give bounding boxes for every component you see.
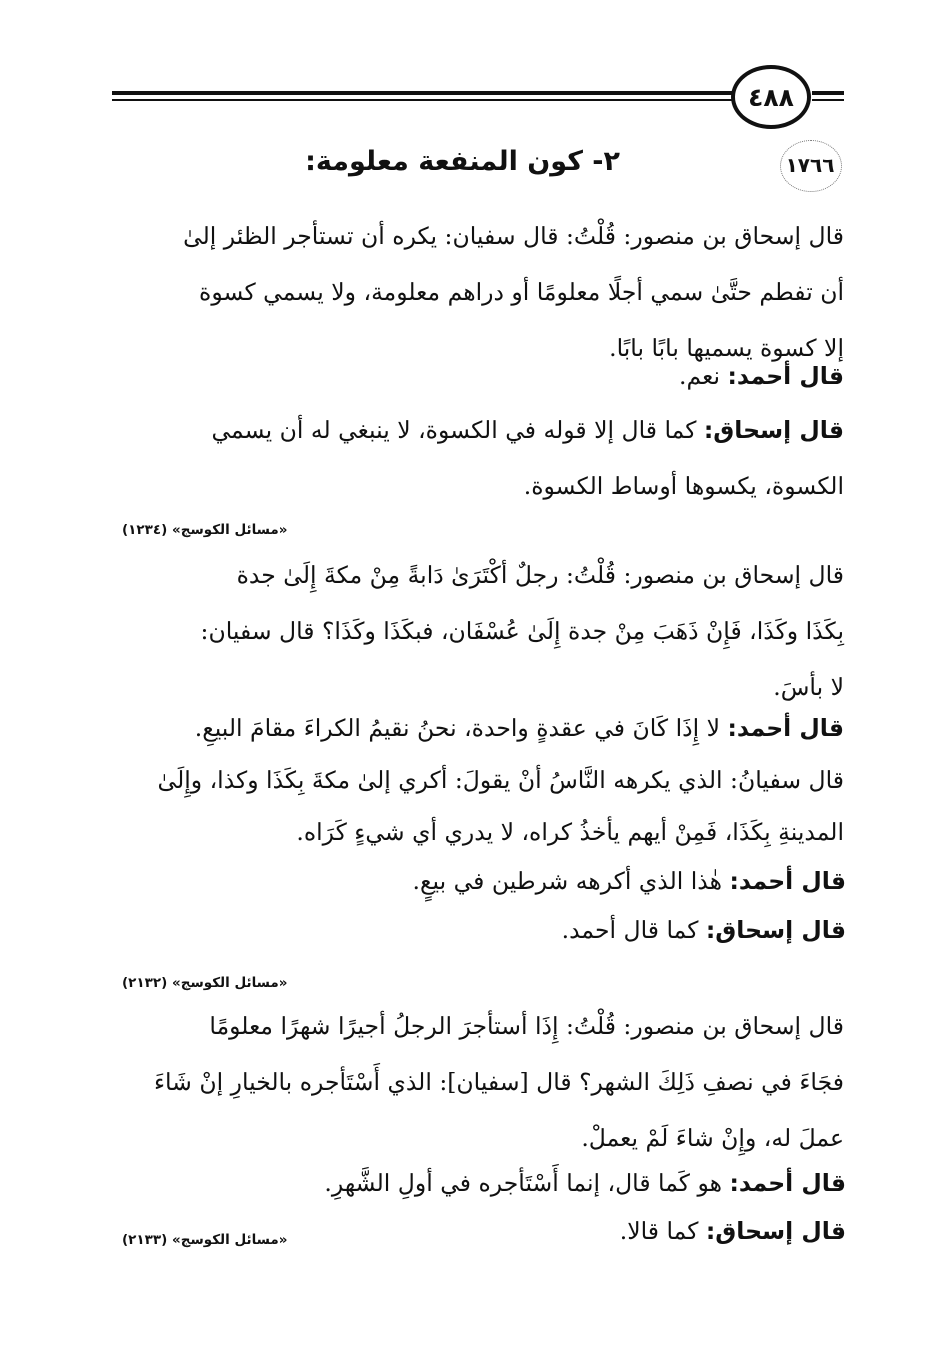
speaker-label: قال أحمد:	[727, 714, 844, 742]
narration-paragraph	[118, 998, 844, 1166]
answer-text: هو كَما قال، إنما أَسْتَأجره في أولِ الشَّهرِ.	[324, 1169, 722, 1197]
answer-paragraph	[118, 402, 844, 514]
text-line: قال إسحاق بن منصور: قُلْتُ: رجلٌ أكْتَرَىٰ دَابةً مِنْ مكةَ إِلَىٰ جدة	[236, 561, 844, 589]
answer-paragraph	[146, 853, 846, 909]
header-rule	[812, 91, 844, 95]
speaker-label: قال أحمد:	[729, 1169, 846, 1197]
text-line: كما قال إلا قوله في الكسوة، لا ينبغي له أن يسمي	[211, 416, 697, 444]
header-rule	[812, 99, 844, 101]
text-line: أن تفطم حتَّىٰ سمي أجلًا معلومًا أو دراهم معلومة، ولا يسمي كسوة	[199, 278, 844, 306]
text-line: إلا كسوة يسميها بابًا بابًا.	[609, 334, 844, 362]
answer-paragraph	[146, 902, 846, 958]
text-line: قال سفيانُ: الذي يكرهه النَّاسُ أنْ يقولَ: أكري إلىٰ مكةَ بِكَذَا وكذا، وإِلَىٰ	[157, 766, 844, 794]
text-line: قال إسحاق بن منصور: قُلْتُ: قال سفيان: يكره أن تستأجر الظئر إلىٰ	[183, 222, 844, 250]
answer-text: هٰذا الذي أكرهه شرطين في بيعٍ.	[412, 867, 722, 895]
speaker-label: قال إسحاق:	[705, 916, 846, 944]
source-reference: «مسائل الكوسج» (٢١٣٢)	[122, 975, 288, 991]
page-number: ٤٨٨	[731, 65, 811, 129]
header-rule	[112, 99, 732, 101]
text-line: الكسوة، يكسوها أوساط الكسوة.	[523, 472, 844, 500]
answer-paragraph	[118, 702, 844, 858]
narration-paragraph	[118, 547, 844, 715]
answer-text: كما قال أحمد.	[561, 916, 699, 944]
answer-paragraph	[146, 1203, 846, 1259]
text-line: المدينةِ بِكَذَا، فَمِنْ أيهم يأخذُ كراه، لا يدري أي شيءٍ كَرَاه.	[296, 818, 844, 846]
header-rule	[112, 91, 732, 95]
source-reference: «مسائل الكوسج» (٢١٣٣)	[122, 1232, 288, 1248]
issue-number: ١٧٦٦	[772, 140, 848, 190]
answer-paragraph	[118, 348, 844, 404]
text-line: فجَاءَ في نصفِ ذَلِكَ الشهر؟ قال [سفيان]: الذي أَسْتَأجره بالخيارِ إنْ شَاءَ	[153, 1068, 844, 1096]
text-line: قال إسحاق بن منصور: قُلْتُ: إِذَا أستأجرَ الرجلُ أجيرًا شهرًا معلومًا	[209, 1012, 844, 1040]
speaker-label: قال إسحاق:	[703, 416, 844, 444]
text-line: لا إِذَا كَانَ في عقدةٍ واحدة، نحنُ نقيمُ الكراءَ مقامَ البيعِ.	[194, 714, 720, 742]
speaker-label: قال أحمد:	[727, 362, 844, 390]
speaker-label: قال إسحاق:	[705, 1217, 846, 1245]
speaker-label: قال أحمد:	[729, 867, 846, 895]
text-line: بِكَذَا وكَذَا، فَإِنْ ذَهَبَ مِنْ جدة إِلَىٰ عُسْفَان، فبكَذَا وكَذَا؟ قال سفيان:	[200, 617, 844, 645]
text-line: عملَ له، وإِنْ شاءَ لَمْ يعملْ.	[581, 1124, 844, 1152]
text-line: لا بأسَ.	[773, 673, 844, 701]
issue-title: ٢- كون المنفعة معلومة:	[305, 146, 620, 177]
answer-text: كما قالا.	[619, 1217, 699, 1245]
answer-text: نعم.	[679, 362, 720, 390]
source-reference: «مسائل الكوسج» (١٢٣٤)	[122, 522, 288, 538]
